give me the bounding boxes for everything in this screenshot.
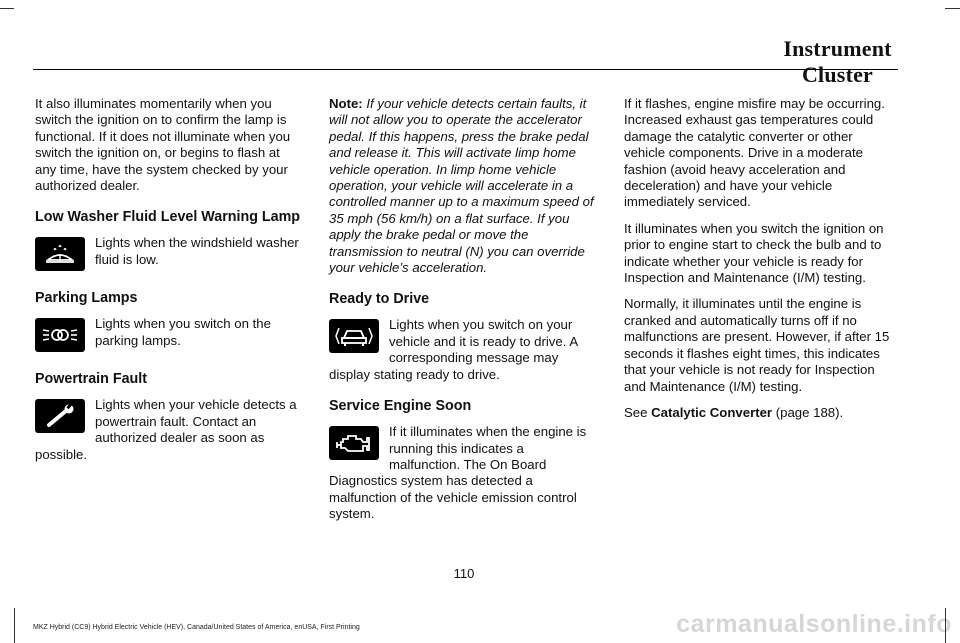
see-prefix: See xyxy=(624,404,648,420)
header-rule xyxy=(33,69,898,70)
page-number: 110 xyxy=(453,566,475,581)
wrench-icon xyxy=(35,399,85,433)
powertrain-text: Lights when your vehicle detects a powertrain fault. Contact an authorized dealer as soon as possible. xyxy=(35,397,297,462)
column-3 xyxy=(624,96,892,431)
intro-paragraph: It also illuminates momentarily when you switch the ignition on to confirm the lamp is functional. If it does not illuminate when you switch the ignition on, or begins to flash at any time, have the system checked by your authorized dealer. xyxy=(35,96,291,194)
note-label: Note: xyxy=(329,96,363,111)
engine-icon xyxy=(329,426,379,460)
crop-mark-right xyxy=(945,608,946,643)
ready-to-drive-car-icon xyxy=(329,319,379,353)
washer-fluid-icon xyxy=(35,237,85,271)
parking-heading: Parking Lamps xyxy=(35,290,138,307)
readiness-paragraph: Normally, it illuminates until the engine is cranked and automatically turns off if no malfunctions are present. However, if after 15 seconds it flashes eight times, this indicates that your vehicle is not ready for Inspection and Maintenance (I/M) testing. xyxy=(624,296,890,394)
crop-mark-top-right xyxy=(945,8,960,9)
ready-entry xyxy=(329,317,597,383)
see-reference xyxy=(624,405,892,421)
catalytic-converter-link[interactable]: Catalytic Converter xyxy=(651,404,773,420)
ready-text: Lights when you switch on your vehicle and it is ready to drive. A corresponding message may display stating ready to drive. xyxy=(329,317,578,382)
misfire-paragraph: If it flashes, engine misfire may be occurring. Increased exhaust gas temperatures could damage the catalytic converter or other vehicle components. Drive in a moderate fashion (avoid heavy acceleration and deceleration) and have your vehicle immediately serviced. xyxy=(624,96,885,210)
column-2 xyxy=(329,96,597,533)
watermark: carmanualsonline.info xyxy=(676,610,952,638)
crop-mark-top-left xyxy=(0,8,14,9)
washer-entry xyxy=(35,235,303,275)
crop-mark-left xyxy=(14,608,15,643)
see-page: (page 188). xyxy=(775,404,844,420)
parking-lamps-icon xyxy=(35,318,85,352)
column-1 xyxy=(35,96,303,473)
note-text: If your vehicle detects certain faults, it will not allow you to operate the accelerator pedal. If this happens, press the brake pedal and release it. This will activate limp home vehicle operation. In limp home vehicle operation, your vehicle will accelerate in a controlled manner up to a maximum speed of 35 mph (56 km/h) on a flat surface. If you apply the brake pedal or move the transmission to neutral (N) you can override your vehicle’s acceleration. xyxy=(329,96,594,276)
bulb-check-paragraph: It illuminates when you switch the ignition on prior to engine start to check the bulb and to indicate whether your vehicle is ready for Inspection and Maintenance (I/M) testing. xyxy=(624,220,884,286)
engine-heading: Service Engine Soon xyxy=(329,398,472,415)
parking-entry xyxy=(35,316,303,356)
washer-text: Lights when the windshield washer fluid is low. xyxy=(95,235,299,267)
parking-text: Lights when you switch on the parking lamps. xyxy=(95,316,271,348)
powertrain-entry xyxy=(35,397,303,463)
washer-heading: Low Washer Fluid Level Warning Lamp xyxy=(35,209,301,226)
footer-text: MKZ Hybrid (CC9) Hybrid Electric Vehicle (HEV), Canada/United States of America, enUSA, First Printing xyxy=(33,624,360,631)
note-paragraph xyxy=(329,96,597,276)
engine-entry xyxy=(329,424,597,522)
engine-text: If it illuminates when the engine is running this indicates a malfunction. The On Board Diagnostics system has detected a malfunction of the vehicle emission control system. xyxy=(329,424,587,522)
powertrain-heading: Powertrain Fault xyxy=(35,371,148,388)
ready-heading: Ready to Drive xyxy=(329,291,430,308)
page-title: Instrument Cluster xyxy=(783,36,892,87)
